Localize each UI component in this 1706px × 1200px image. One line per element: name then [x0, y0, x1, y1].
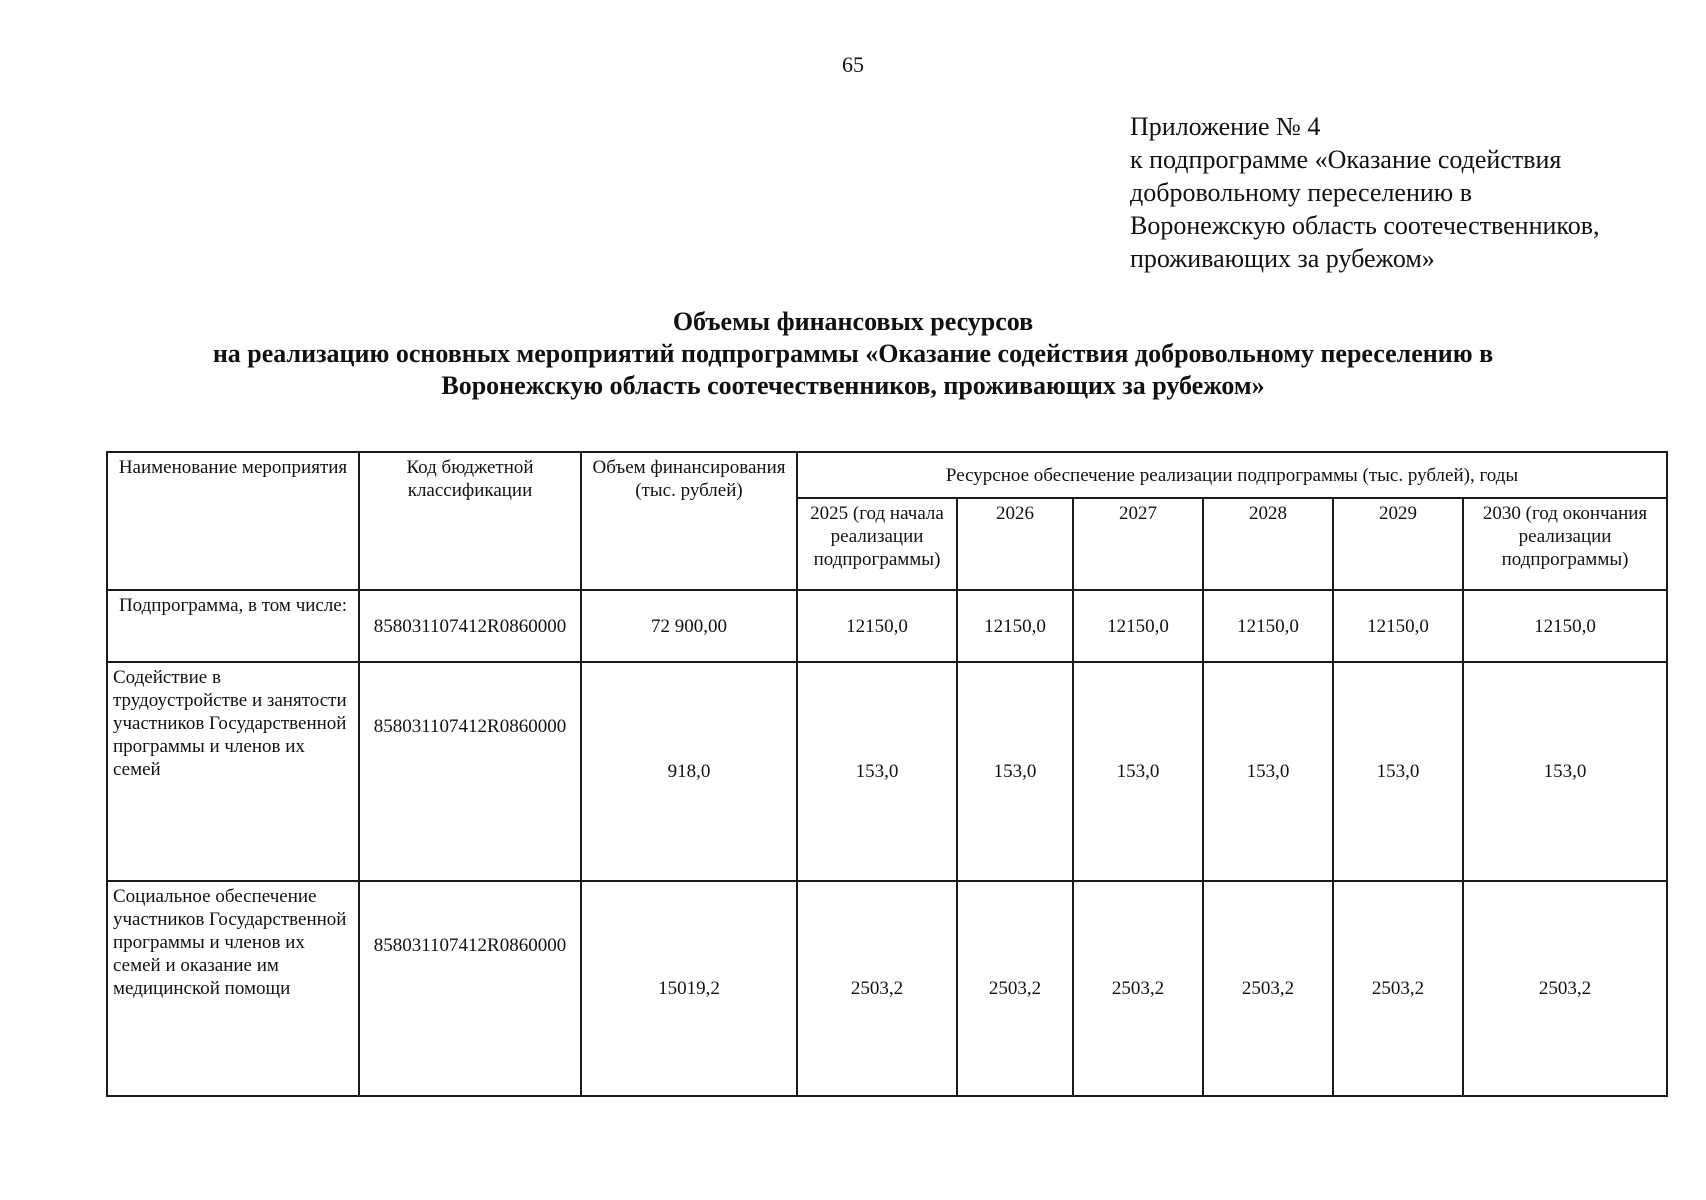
table-row: [107, 590, 1667, 662]
document-title: [0, 306, 1706, 402]
row-year-value: 153,0: [1463, 662, 1667, 881]
page-number: 65: [842, 52, 864, 77]
title-line: на реализацию основных мероприятий подпрограммы «Оказание содействия добровольному переселению в: [212, 339, 1494, 368]
row-code: 858031107412R0860000: [359, 662, 581, 881]
header-code: Код бюджетной классификации: [359, 452, 581, 590]
row-year-value: 153,0: [797, 662, 957, 881]
row-year-value: 12150,0: [797, 590, 957, 662]
row-year-value: 2503,2: [1073, 881, 1203, 1096]
row-volume: 72 900,00: [581, 590, 797, 662]
row-year-value: 153,0: [1203, 662, 1333, 881]
row-year-value: 2503,2: [797, 881, 957, 1096]
header-year: 2025 (год начала реализации подпрограммы): [797, 498, 957, 590]
header-resources: Ресурсное обеспечение реализации подпрограммы (тыс. рублей), годы: [797, 452, 1667, 498]
row-year-value: 2503,2: [1333, 881, 1463, 1096]
title-line: Объемы финансовых ресурсов: [672, 307, 1034, 336]
appendix-line: к подпрограмме «Оказание содействия: [1130, 145, 1562, 174]
appendix-line: проживающих за рубежом»: [1130, 244, 1435, 273]
row-year-value: 153,0: [1333, 662, 1463, 881]
row-year-value: 153,0: [957, 662, 1073, 881]
row-name: Социальное обеспечение участников Государственной программы и членов их семей и оказание им медицинской помощи: [107, 881, 359, 1096]
header-year: 2027: [1073, 498, 1203, 590]
header-year: 2030 (год окончания реализации подпрограммы): [1463, 498, 1667, 590]
row-volume: 918,0: [581, 662, 797, 881]
financing-table: [106, 451, 1668, 1097]
header-year: 2026: [957, 498, 1073, 590]
row-year-value: 153,0: [1073, 662, 1203, 881]
row-year-value: 2503,2: [1203, 881, 1333, 1096]
appendix-line: Воронежскую область соотечественников,: [1130, 211, 1600, 240]
title-line: Воронежскую область соотечественников, проживающих за рубежом»: [441, 371, 1265, 400]
appendix-line: Приложение № 4: [1130, 112, 1321, 141]
table-row: [107, 881, 1667, 1096]
header-volume: Объем финансирования (тыс. рублей): [581, 452, 797, 590]
row-code: 858031107412R0860000: [359, 881, 581, 1096]
header-name: Наименование мероприятия: [107, 452, 359, 590]
row-year-value: 12150,0: [1073, 590, 1203, 662]
row-code: 858031107412R0860000: [359, 590, 581, 662]
row-volume: 15019,2: [581, 881, 797, 1096]
row-year-value: 12150,0: [1463, 590, 1667, 662]
appendix-line: добровольному переселению в: [1130, 178, 1472, 207]
row-name: Содействие в трудоустройстве и занятости участников Государственной программы и членов их семей: [107, 662, 359, 881]
row-year-value: 12150,0: [1333, 590, 1463, 662]
row-name: Подпрограмма, в том числе:: [107, 590, 359, 662]
table-row: [107, 662, 1667, 881]
row-year-value: 2503,2: [957, 881, 1073, 1096]
row-year-value: 12150,0: [1203, 590, 1333, 662]
appendix-block: [1130, 110, 1690, 275]
header-year: 2028: [1203, 498, 1333, 590]
header-year: 2029: [1333, 498, 1463, 590]
row-year-value: 2503,2: [1463, 881, 1667, 1096]
header-row: [107, 452, 1667, 498]
row-year-value: 12150,0: [957, 590, 1073, 662]
